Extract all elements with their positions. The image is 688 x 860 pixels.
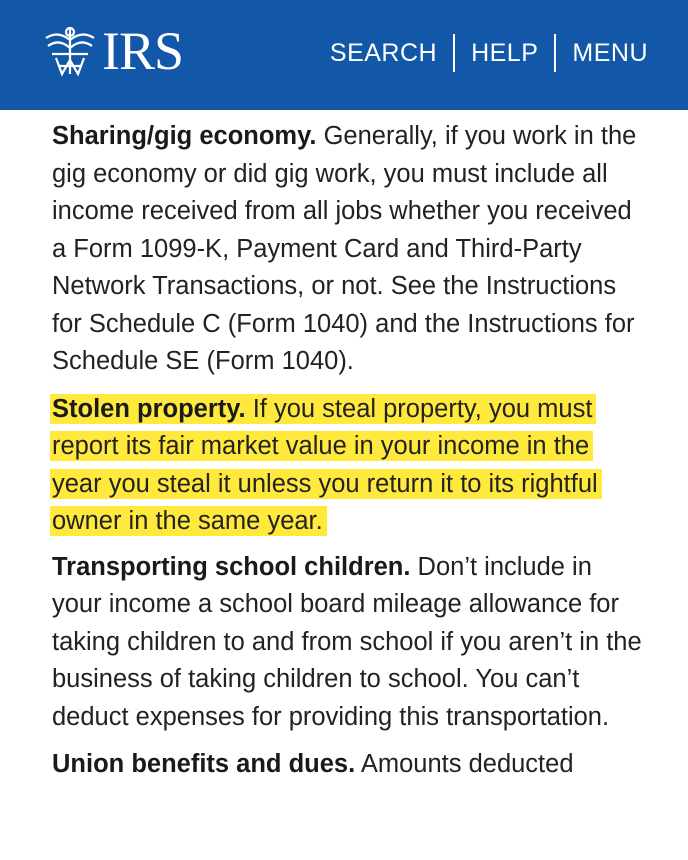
section-stolen-property: [52, 391, 642, 541]
nav-divider: [554, 34, 556, 72]
section-heading: Union benefits and dues.: [52, 750, 356, 778]
help-link[interactable]: HELP: [471, 38, 539, 67]
irs-logo[interactable]: [40, 22, 183, 80]
main-content: [52, 118, 642, 794]
section-transporting-school-children: [52, 549, 642, 737]
section-union-benefits: [52, 746, 642, 784]
section-body: If you steal property, you must report its fair market value in your income in the year you steal it unless you return it to its rightful owner in the same year.: [52, 394, 598, 535]
highlighted-text: [50, 394, 602, 537]
section-body: Amounts deducted: [355, 750, 574, 778]
top-nav: [330, 34, 648, 72]
section-body: Generally, if you work in the gig economy or did gig work, you must include all income received from all jobs whether you received a Form 1099-K, Payment Card and Third-Party Network Transactions, or not. See the Instructions for Schedule C (Form 1040) and the Instructions for Schedule SE (Form 1040).: [52, 122, 637, 375]
site-header: [0, 0, 688, 110]
section-sharing-gig-economy: [52, 118, 642, 381]
search-link[interactable]: SEARCH: [329, 38, 438, 67]
nav-divider: [453, 34, 455, 72]
menu-link[interactable]: MENU: [572, 38, 648, 67]
section-heading: Transporting school children.: [52, 552, 411, 581]
section-body: Don’t include in your income a school board mileage allowance for taking children to and from school if you aren’t in the business of taking children to school. You can’t deduct expenses for providing this transportation.: [52, 552, 642, 731]
logo-text: IRS: [102, 21, 184, 81]
section-heading: Sharing/gig economy.: [52, 122, 317, 150]
eagle-emblem-icon: [40, 22, 100, 80]
section-heading: Stolen property.: [52, 394, 246, 423]
